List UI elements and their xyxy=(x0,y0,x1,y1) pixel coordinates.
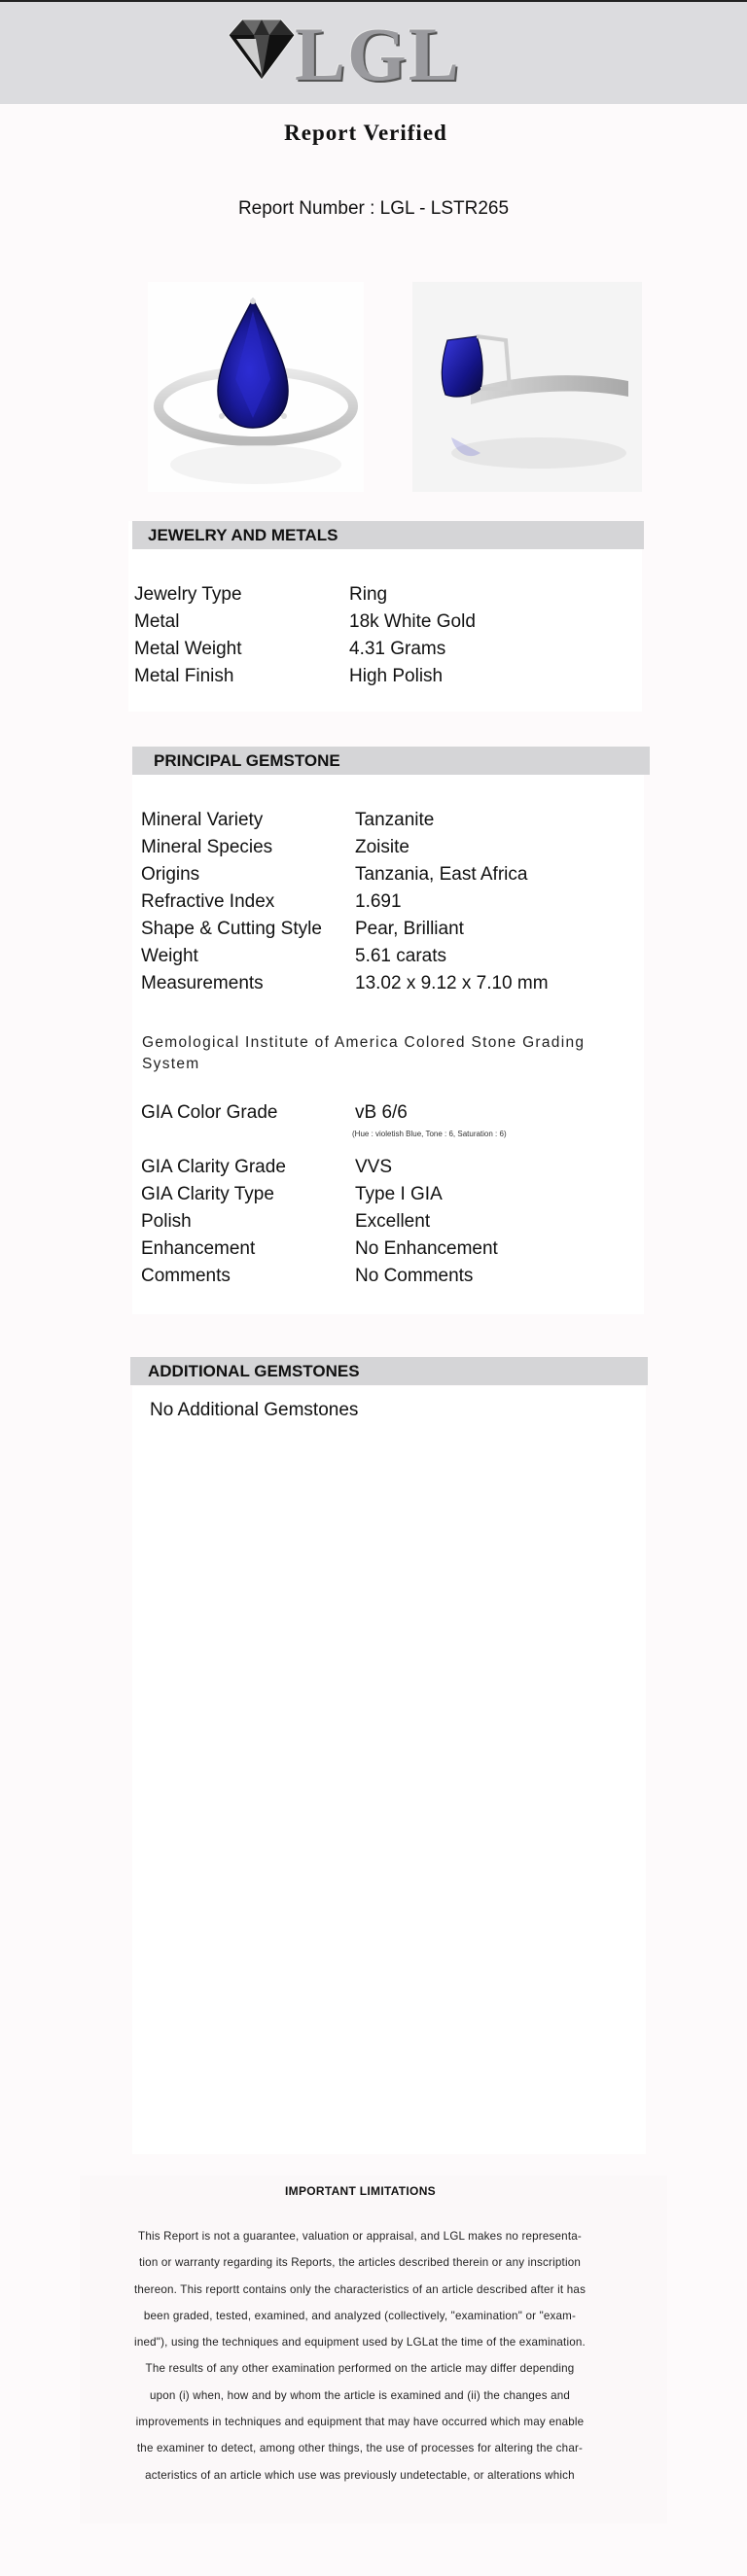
gia-clarity-grade-value: VVS xyxy=(355,1157,393,1177)
jewelry-type-value: Ring xyxy=(349,584,388,605)
gia-clarity-grade-label: GIA Clarity Grade xyxy=(141,1157,286,1177)
refractive-index-label: Refractive Index xyxy=(141,891,275,912)
measurements-value: 13.02 x 9.12 x 7.10 mm xyxy=(355,973,549,993)
limitations-line: been graded, tested, examined, and analyzed (collectively, "examination" or "exam- xyxy=(143,2309,577,2322)
mineral-variety-label: Mineral Variety xyxy=(141,810,264,830)
gia-clarity-type-value: Type I GIA xyxy=(355,1184,443,1204)
jewelry-section-heading: JEWELRY AND METALS xyxy=(132,521,644,549)
limitations-title: IMPORTANT LIMITATIONS xyxy=(285,2184,436,2198)
limitations-line: acteristics of an article which use was previously undetectable, or alterations which xyxy=(145,2468,575,2482)
lgl-logo[interactable] xyxy=(227,12,480,96)
enhancement-value: No Enhancement xyxy=(355,1238,498,1259)
page-header xyxy=(0,0,747,104)
limitations-line: The results of any other examination performed on the article may differ depending xyxy=(145,2362,575,2376)
comments-value: No Comments xyxy=(355,1266,474,1286)
refractive-index-value: 1.691 xyxy=(355,891,402,912)
diamond-logo-icon xyxy=(227,17,297,82)
ring-front-photo xyxy=(148,282,364,492)
shape-cutting-value: Pear, Brilliant xyxy=(355,919,464,939)
weight-value: 5.61 carats xyxy=(355,946,446,966)
logo-wordmark: LGL xyxy=(295,12,461,96)
ring-side-photo xyxy=(412,282,642,492)
gia-color-grade-label: GIA Color Grade xyxy=(141,1102,278,1123)
metal-weight-value: 4.31 Grams xyxy=(349,639,446,659)
gemstone-section-heading: PRINCIPAL GEMSTONE xyxy=(132,747,650,775)
comments-label: Comments xyxy=(141,1266,231,1286)
limitations-line: the examiner to detect, among other things, the use of processes for altering the char- xyxy=(136,2442,584,2455)
gia-color-grade-note: (Hue : violetish Blue, Tone : 6, Saturation : 6) xyxy=(352,1130,507,1138)
limitations-line: This Report is not a guarantee, valuation or appraisal, and LGL makes no representa- xyxy=(138,2230,582,2243)
tanzanite-ring-front-icon xyxy=(148,282,364,492)
additional-gemstones-text: No Additional Gemstones xyxy=(150,1400,359,1420)
additional-section-heading: ADDITIONAL GEMSTONES xyxy=(130,1357,648,1385)
mineral-variety-value: Tanzanite xyxy=(355,810,435,830)
gia-color-grade-value: vB 6/6 xyxy=(355,1102,408,1123)
polish-label: Polish xyxy=(141,1211,192,1232)
metal-weight-label: Metal Weight xyxy=(134,639,242,659)
mineral-species-label: Mineral Species xyxy=(141,837,273,857)
origins-value: Tanzania, East Africa xyxy=(355,864,528,885)
enhancement-label: Enhancement xyxy=(141,1238,256,1259)
measurements-label: Measurements xyxy=(141,973,264,993)
report-number: Report Number : LGL - LSTR265 xyxy=(237,198,510,219)
metal-finish-value: High Polish xyxy=(349,666,444,686)
limitations-line: thereon. This reportt contains only the characteristics of an article described after it has xyxy=(133,2282,587,2296)
limitations-body xyxy=(97,2223,622,2489)
page-title: Report Verified xyxy=(284,121,447,145)
limitations-line: ined"), using the techniques and equipment used by LGLat the time of the examination. xyxy=(134,2336,586,2350)
limitations-line: upon (i) when, how and by whom the article is examined and (ii) the changes and xyxy=(149,2388,571,2402)
polish-value: Excellent xyxy=(355,1211,431,1232)
limitations-line: improvements in techniques and equipment that may have occurred which may enable xyxy=(135,2416,585,2429)
metal-finish-label: Metal Finish xyxy=(134,666,234,686)
mineral-species-value: Zoisite xyxy=(355,837,409,857)
shape-cutting-label: Shape & Cutting Style xyxy=(141,919,322,939)
tanzanite-ring-side-icon xyxy=(412,282,642,492)
additional-panel xyxy=(132,1386,646,2154)
weight-label: Weight xyxy=(141,946,198,966)
metal-label: Metal xyxy=(134,611,180,632)
origins-label: Origins xyxy=(141,864,200,885)
gia-grading-system-heading: Gemological Institute of America Colored Stone Grading System xyxy=(142,1034,586,1072)
limitations-line: tion or warranty regarding its Reports, the articles described therein or any inscription xyxy=(138,2256,582,2270)
gia-clarity-type-label: GIA Clarity Type xyxy=(141,1184,274,1204)
metal-value: 18k White Gold xyxy=(349,611,476,632)
jewelry-type-label: Jewelry Type xyxy=(134,584,242,605)
